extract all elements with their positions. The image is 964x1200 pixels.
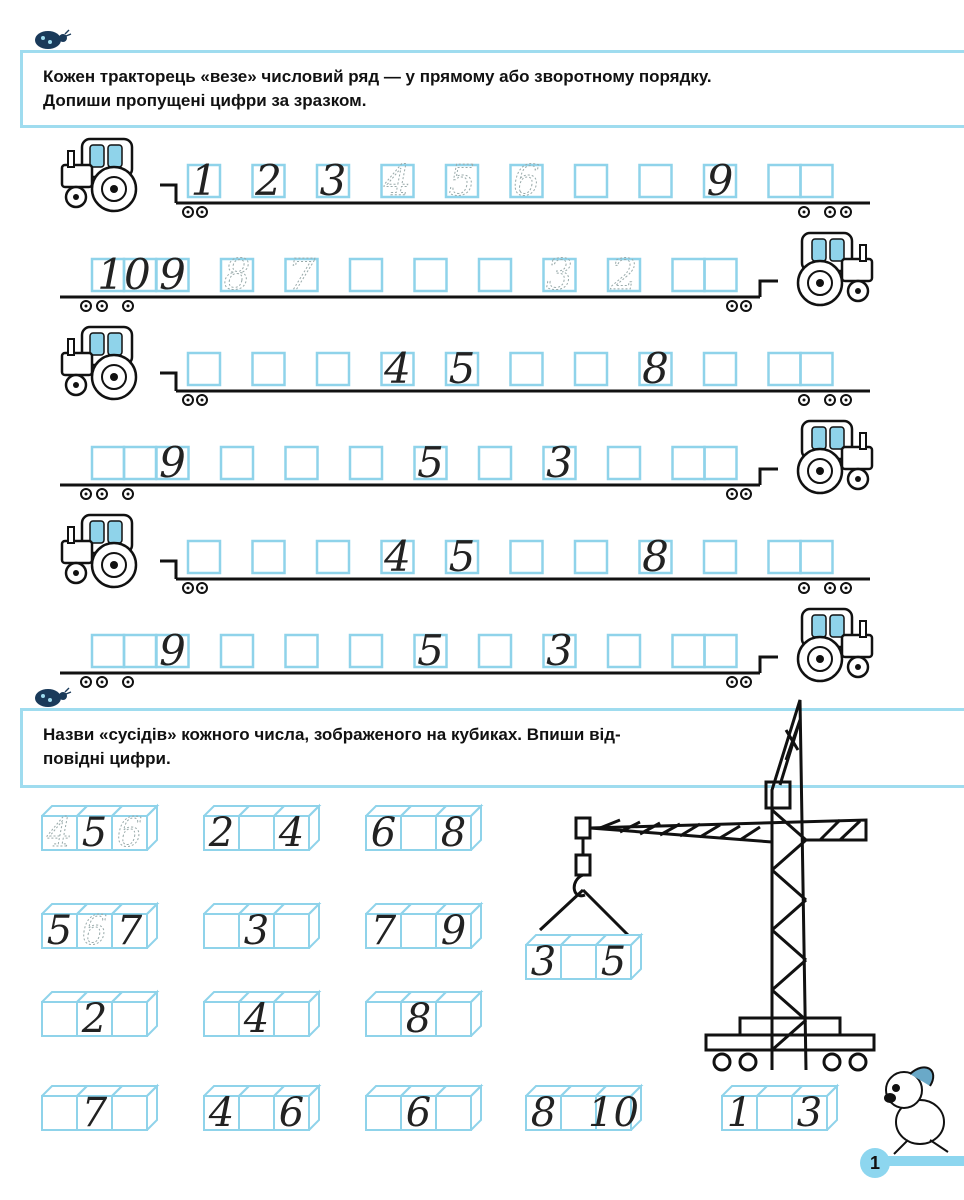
cube-groups xyxy=(0,780,964,1200)
number-cell[interactable] xyxy=(769,165,833,197)
number-cell[interactable] xyxy=(317,156,349,205)
number-cell[interactable] xyxy=(157,626,189,675)
digit-text: 5 xyxy=(417,626,444,675)
number-cube[interactable] xyxy=(204,904,319,954)
digit-text: 4 xyxy=(384,156,411,205)
digit-text: 6 xyxy=(513,156,540,205)
number-cell[interactable] xyxy=(382,344,414,393)
tractor-icon xyxy=(62,327,136,399)
digit-text: 9 xyxy=(159,438,186,487)
number-cell[interactable] xyxy=(608,635,640,667)
task2-instruction-box xyxy=(20,708,964,788)
task2-text-line2: повідні цифри. xyxy=(43,749,171,768)
digit-text: 6 xyxy=(116,810,143,856)
number-cell[interactable] xyxy=(640,344,672,393)
number-cube[interactable] xyxy=(42,904,157,954)
digit-text: 1 xyxy=(726,1090,753,1136)
number-cube[interactable] xyxy=(722,1086,837,1136)
number-cell[interactable] xyxy=(769,353,833,385)
number-cube[interactable] xyxy=(204,806,319,856)
number-cell[interactable] xyxy=(446,344,478,393)
tractor-row xyxy=(60,609,872,687)
number-cell[interactable] xyxy=(769,541,833,573)
number-cell[interactable] xyxy=(704,541,736,573)
number-cell[interactable] xyxy=(221,635,253,667)
digit-text: 5 xyxy=(448,532,476,581)
digit-text: 4 xyxy=(208,1090,235,1136)
digit-text: 7 xyxy=(370,908,397,954)
task1-instruction-box xyxy=(20,50,964,128)
number-cell[interactable] xyxy=(286,250,318,299)
number-cell[interactable] xyxy=(575,541,607,573)
number-cell[interactable] xyxy=(92,635,156,667)
digit-text: 8 xyxy=(530,1090,557,1136)
number-cube[interactable] xyxy=(366,806,481,856)
digit-text: 2 xyxy=(81,996,108,1042)
number-cell[interactable] xyxy=(92,447,156,479)
number-cell[interactable] xyxy=(92,250,156,299)
number-cell[interactable] xyxy=(188,541,220,573)
number-cell[interactable] xyxy=(511,156,543,205)
digit-text: 4 xyxy=(243,996,270,1042)
digit-text: 6 xyxy=(81,908,108,954)
digit-text: 10 xyxy=(97,250,151,299)
number-cell[interactable] xyxy=(350,447,382,479)
tractor-row xyxy=(62,139,870,217)
digit-text: 9 xyxy=(159,626,186,675)
number-cell[interactable] xyxy=(640,532,672,581)
digit-text: 7 xyxy=(81,1090,108,1136)
digit-text: 2 xyxy=(610,250,638,299)
number-cell[interactable] xyxy=(511,541,543,573)
tractor-icon xyxy=(798,233,872,305)
number-cell[interactable] xyxy=(673,635,737,667)
task1-text-line2: Допиши пропущені цифри за зразком. xyxy=(43,91,367,110)
digit-text: 8 xyxy=(642,532,669,581)
number-cube[interactable] xyxy=(526,935,641,985)
number-cell[interactable] xyxy=(544,250,576,299)
number-cell[interactable] xyxy=(640,165,672,197)
number-cube[interactable] xyxy=(526,1086,641,1136)
number-cell[interactable] xyxy=(446,156,478,205)
digit-text: 5 xyxy=(81,810,108,856)
digit-text: 9 xyxy=(440,908,467,954)
digit-text: 6 xyxy=(405,1090,432,1136)
number-cell[interactable] xyxy=(673,447,737,479)
digit-text: 5 xyxy=(417,438,444,487)
digit-text: 6 xyxy=(278,1090,305,1136)
digit-text: 2 xyxy=(208,810,235,856)
number-cell[interactable] xyxy=(286,447,318,479)
tractor-row xyxy=(60,421,872,499)
number-cell[interactable] xyxy=(544,626,576,675)
tractor-icon xyxy=(798,609,872,681)
digit-text: 3 xyxy=(530,939,557,985)
digit-text: 8 xyxy=(642,344,669,393)
digit-text: 4 xyxy=(46,810,73,856)
number-cell[interactable] xyxy=(575,165,607,197)
digit-text: 3 xyxy=(243,908,270,954)
digit-text: 5 xyxy=(448,344,476,393)
digit-text: 6 xyxy=(370,810,397,856)
number-cell[interactable] xyxy=(415,259,447,291)
number-cell[interactable] xyxy=(253,541,285,573)
digit-text: 7 xyxy=(288,250,315,299)
number-cell[interactable] xyxy=(382,532,414,581)
number-cell[interactable] xyxy=(221,250,253,299)
digit-text: 3 xyxy=(796,1090,823,1136)
number-cell[interactable] xyxy=(704,353,736,385)
digit-text: 4 xyxy=(384,344,411,393)
number-cell[interactable] xyxy=(157,250,189,299)
tractor-row xyxy=(60,233,872,311)
number-cell[interactable] xyxy=(704,156,736,205)
number-cell[interactable] xyxy=(317,353,349,385)
page-number: 1 xyxy=(860,1148,890,1178)
number-cell[interactable] xyxy=(188,353,220,385)
digit-text: 3 xyxy=(546,626,573,675)
number-cell[interactable] xyxy=(157,438,189,487)
number-cell[interactable] xyxy=(446,532,478,581)
number-cell[interactable] xyxy=(479,635,511,667)
number-cell[interactable] xyxy=(350,635,382,667)
number-cell[interactable] xyxy=(544,438,576,487)
digit-text: 8 xyxy=(223,250,251,299)
digit-text: 5 xyxy=(600,939,627,985)
number-cell[interactable] xyxy=(511,353,543,385)
digit-text: 5 xyxy=(448,156,476,205)
tractor-row xyxy=(62,327,870,405)
number-cell[interactable] xyxy=(382,156,414,205)
number-cube[interactable] xyxy=(204,992,319,1042)
task2-text-line1: Назви «сусідів» кожного числа, зображеного на кубиках. Впиши від- xyxy=(43,725,621,744)
tractor-icon xyxy=(798,421,872,493)
number-cell[interactable] xyxy=(673,259,737,291)
tractor-row xyxy=(62,515,870,593)
digit-text: 9 xyxy=(706,156,734,205)
digit-text: 4 xyxy=(278,810,305,856)
dog-mascot-icon xyxy=(870,1060,960,1160)
number-cell[interactable] xyxy=(317,541,349,573)
number-cell[interactable] xyxy=(479,447,511,479)
tractor-icon xyxy=(62,139,136,211)
digit-text: 8 xyxy=(440,810,467,856)
crane-cube xyxy=(520,925,680,995)
digit-text: 5 xyxy=(46,908,73,954)
tractor-icon xyxy=(62,515,136,587)
number-cell[interactable] xyxy=(415,626,447,675)
number-cube[interactable] xyxy=(366,992,481,1042)
number-cell[interactable] xyxy=(221,447,253,479)
number-cell[interactable] xyxy=(608,250,640,299)
number-cell[interactable] xyxy=(286,635,318,667)
digit-text: 8 xyxy=(405,996,432,1042)
number-cube[interactable] xyxy=(366,904,481,954)
number-cube[interactable] xyxy=(42,992,157,1042)
number-cell[interactable] xyxy=(253,156,285,205)
digit-text: 10 xyxy=(588,1090,639,1136)
number-cell[interactable] xyxy=(479,259,511,291)
digit-text: 3 xyxy=(546,250,573,299)
digit-text: 9 xyxy=(159,250,186,299)
number-cell[interactable] xyxy=(253,353,285,385)
number-cube[interactable] xyxy=(42,1086,157,1136)
digit-text: 7 xyxy=(116,908,143,954)
number-cell[interactable] xyxy=(575,353,607,385)
number-cube[interactable] xyxy=(366,1086,481,1136)
number-cell[interactable] xyxy=(188,156,220,205)
digit-text: 3 xyxy=(546,438,573,487)
digit-text: 3 xyxy=(319,156,347,205)
number-cell[interactable] xyxy=(350,259,382,291)
number-cell[interactable] xyxy=(608,447,640,479)
digit-text: 4 xyxy=(384,532,411,581)
digit-text: 1 xyxy=(190,156,218,205)
number-cell[interactable] xyxy=(415,438,447,487)
number-cube[interactable] xyxy=(204,1086,319,1136)
digit-text: 2 xyxy=(255,156,282,205)
number-cube[interactable] xyxy=(42,806,157,856)
task1-text-line1: Кожен тракторець «везе» числовий ряд — у прямому або зворотному порядку. xyxy=(43,67,712,86)
